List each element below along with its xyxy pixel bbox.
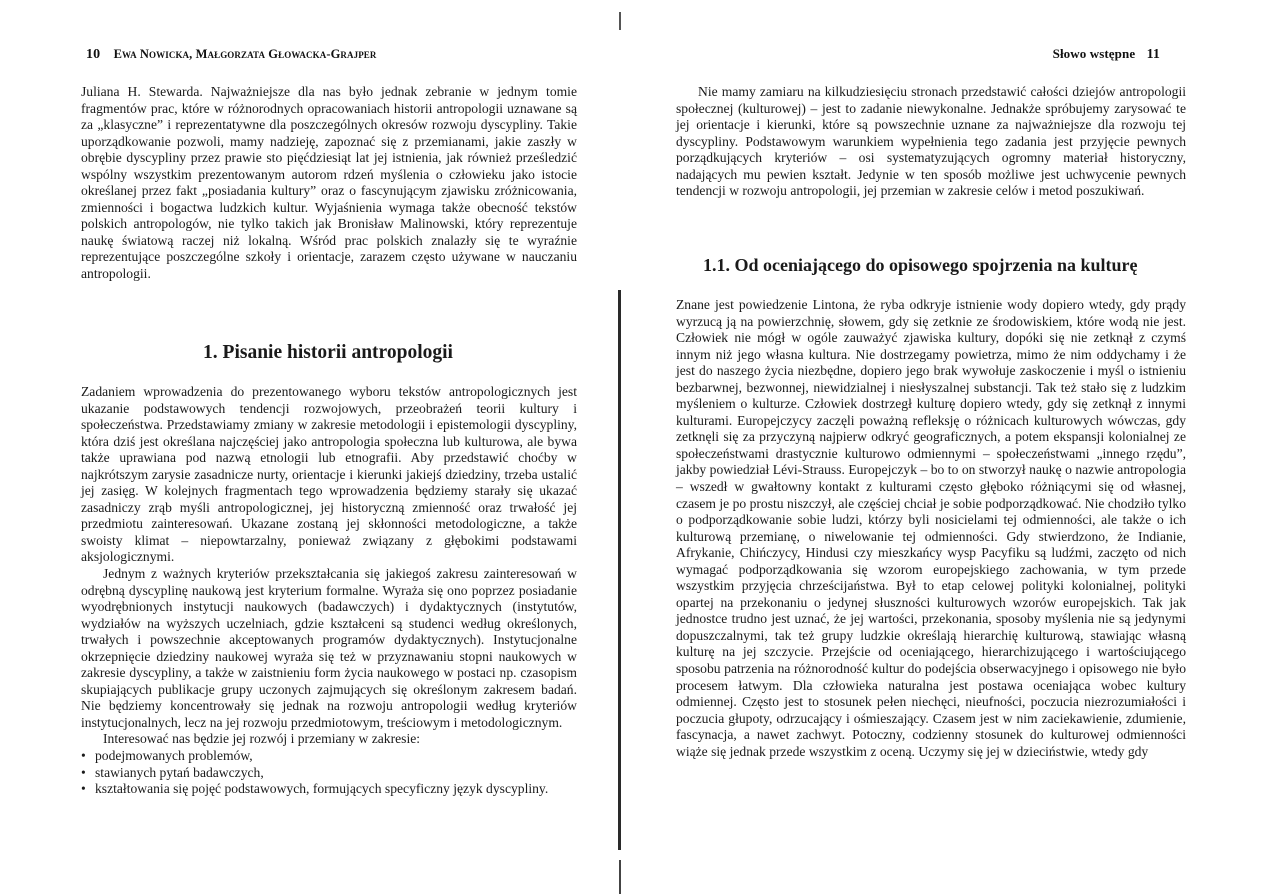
text-block-intro bbox=[676, 84, 1186, 200]
text-block-main bbox=[81, 384, 577, 798]
paragraph: Nie mamy zamiaru na kilkudziesięciu stronach przedstawić całości dziejów antropologii społecznej (kulturowej) – jest to zadanie niewykonalne. Jednakże spróbujemy zarysować te jej orientacje i kierunki, które są powszechnie uznane za najważniejsze dla rozwoju tej dyscypliny. Podstawowym warunkiem wypełnienia tego zadania jest przyjęcie pewnych porządkujących kryteriów – osi systematyzujących ogromny materiał historyczny, nadających mu pewien kształt. Jedynie w ten sposób możliwe jest uchwycenie pewnych tendencji w rozwoju antropologii, jej przemian w zakresie celów i metod poszukiwań. bbox=[676, 84, 1186, 199]
paragraph: Znane jest powiedzenie Lintona, że ryba odkryje istnienie wody dopiero wtedy, gdy prądy wyrzucą ją na powierzchnię, słowem, gdy się zetknie ze środowiskiem, które wodą nie jest. Człowiek nie mógł w ogóle zauważyć zjawiska kultury, dopóki się nie zetknął z czymś innym niż jego własna kultura. Nie dostrzegamy powietrza, mimo że nim oddychamy i że jest do naszego życia niezbędne, dopiero jego brak wywołuje zaskoczenie i myśl o istnieniu bezbarwnej, bezwonnej, niewidzialnej i niesłyszalnej substancji. Tak też stało się z ludzkim myśleniem o kulturze. Człowiek dostrzegł kulturę dopiero wtedy, gdy się zetknął z innymi kulturami. Europejczycy zaczęli poważną refleksję o różnicach kulturowych wówczas, gdy zetknęli się za przyczyną najpierw odkryć geograficznych, a potem ekspansji kolonialnej ze społeczeństwami drastycznie kulturowo odmiennymi – społeczeństwami „innego rzędu”, jakby powiedział Lévi-Strauss. Europejczyk – bo to on stworzył naukę o nazwie antropologia – wszedł w gwałtowny kontakt z kulturami często głęboko różniącymi się od własnej, czasem je po prostu niszczył, ale częściej chciał je sobie podporządkować. Nie chodziło tylko o podporządkowanie sobie ludzi, którzy byli nosicielami tej odmienności, ale także o ich kulturową przemianę, o niwelowanie tej odmienności. Gdy stwierdzono, że Indianie, Afrykanie, Chińczycy, Hindusi czy mieszkańcy wysp Pacyfiku są ludźmi, zaczęto od nich wymagać podporządkowania się wzorom europejskiego zachowania, w tym przede wszystkim przyjęcia chrześcijaństwa. Był to etap celowej polityki kolonialnej, polityki opartej na przekonaniu o jedynej słuszności kulturowych wzorów europejskich. Tak jak jednostce trudno jest uznać, że jej wartości, przekonania, sposoby myślenia nie są jedynymi dopuszczalnymi, tak też grupy ludzkie określają hierarchię kulturową, stawiając własną kulturę na jej szczycie. Przejście od oceniającego, hierarchizującego i wartościującego sposobu patrzenia na różnorodność kultur do podejścia obserwacyjnego i opisowego nie było procesem łatwym. Dla człowieka naturalna jest postawa oceniająca wobec kultury odmiennej. Często jest to stosunek pełen niechęci, nieufności, poczucia niezrozumiałości i poczucia głupoty, odrzucający i ośmieszający. Czasem jest w nim zaciekawienie, zdumienie, fascynacja, a nawet zachwyt. Potoczny, codzienny stosunek do kulturowej odmienności wiąże się jednak przede wszystkim z oceną. Uczymy się jej w dzieciństwie, wtedy gdy bbox=[676, 297, 1186, 759]
right-page bbox=[626, 0, 1262, 894]
list-item: • podejmowanych problemów, bbox=[81, 748, 253, 764]
left-page bbox=[0, 0, 620, 894]
text-block-main bbox=[676, 297, 1186, 760]
running-head-left bbox=[86, 46, 377, 63]
bullet-icon: • bbox=[81, 748, 86, 764]
page-number: 11 bbox=[1146, 47, 1160, 62]
paragraph: Interesować nas będzie jej rozwój i przemiany w zakresie: bbox=[103, 731, 421, 747]
running-head-title: Słowo wstępne bbox=[1052, 46, 1136, 61]
running-head-authors: Ewa Nowicka, Małgorzata Głowacka-Grajper bbox=[113, 47, 377, 61]
page-number: 10 bbox=[86, 47, 101, 62]
bullet-icon: • bbox=[81, 781, 86, 797]
running-head-right bbox=[1053, 46, 1160, 63]
text-block-intro bbox=[81, 84, 577, 283]
paragraph: Juliana H. Stewarda. Najważniejsze dla nas było jednak zebranie w jednym tomie fragmentów prac, które w różnorodnych opracowaniach historii antropologii uznawane są za „klasyczne” i reprezentatywne dla poszczególnych okresów rozwoju dyscypliny. Takie uporządkowanie pozwoli, mamy nadzieję, zapoznać się z przemianami, jakie zaszły w obrębie dyscypliny przez prawie sto pięćdziesiąt lat jej istnienia, jak również prześledzić wspólny wszystkim prezentowanym autorom rdzeń myślenia o człowieku jako istocie określanej przez fakt „posiadania kultury” oraz o fascynującym zjawisku zróżnicowania, zmienności i bogactwa ludzkich kultur. Wyjaśnienia wymaga także obecność tekstów polskich antropologów, nie tylko takich jak Bronisław Malinowski, który reprezentuje naukę światową raczej niż lokalną. Wśród prac polskich znalazły się te wyraźnie reprezentujące poszczególne szkoły i orientacje, zarazem często używane w nauczaniu antropologii. bbox=[81, 84, 577, 282]
paragraph: Jednym z ważnych kryteriów przekształcania się jakiegoś zakresu zainteresowań w odrębną dyscyplinę naukową jest kryterium formalne. Wyraża się ono poprzez posiadanie wyodrębnionych instytucji naukowych (badawczych) i dydaktycznych (instytutów, wydziałów na wyższych uczelniach, gdzie kształceni są studenci według określonych, trwałych i powszechnie akceptowanych programów dydaktycznych). Instytucjonalne okrzepnięcie dziedziny naukowej wyraża się też w przyznawaniu stopni naukowych w zakresie dyscypliny, a także w zaistnieniu form życia naukowego w postaci np. czasopism skupiających publikacje grupy uczonych zajmujących się określonym zakresem badań. Nie będziemy koncentrowały się jednak na rozwoju antropologii według kryteriów instytucjonalnych, lecz na jej rozwoju przedmiotowym, treściowym i metodologicznym. bbox=[81, 566, 577, 730]
section-heading: 1.1. Od oceniającego do opisowego spojrzenia na kulturę bbox=[703, 255, 1138, 275]
list-item: • kształtowania się pojęć podstawowych, formujących specyficzny język dyscypliny. bbox=[81, 781, 549, 797]
bullet-list bbox=[81, 748, 577, 798]
paragraph: Zadaniem wprowadzenia do prezentowanego wyboru tekstów antropologicznych jest ukazanie podstawowych tendencji rozwojowych, przeobrażeń teorii kultury i społeczeństwa. Przedstawiamy zmiany w zakresie metodologii i epistemologii dyscypliny, która dziś jest określana najczęściej jako antropologia społeczna lub kulturowa, ale bywa także uprawiana pod nazwą etnologii lub etnografii. Aby przedstawić choćby w najkrótszym zarysie zasadnicze nurty, orientacje i kierunki jakiejś dziedziny, trzeba ustalić jej zasięg. W kolejnych fragmentach tego wprowadzenia będziemy starały się ukazać zasadniczy zrąb myśli antropologicznej, jej historyczną zmienność oraz trwałość jej przedmiotu zainteresowań. Ukazane zostaną jej skłonności metodologiczne, a także swoisty klimat – niepowtarzalny, ponieważ związany z głębokimi podstawami aksjologicznymi. bbox=[81, 384, 577, 565]
bullet-icon: • bbox=[81, 764, 86, 780]
section-heading: 1. Pisanie historii antropologii bbox=[203, 342, 453, 363]
list-item: • stawianych pytań badawczych, bbox=[81, 764, 264, 780]
